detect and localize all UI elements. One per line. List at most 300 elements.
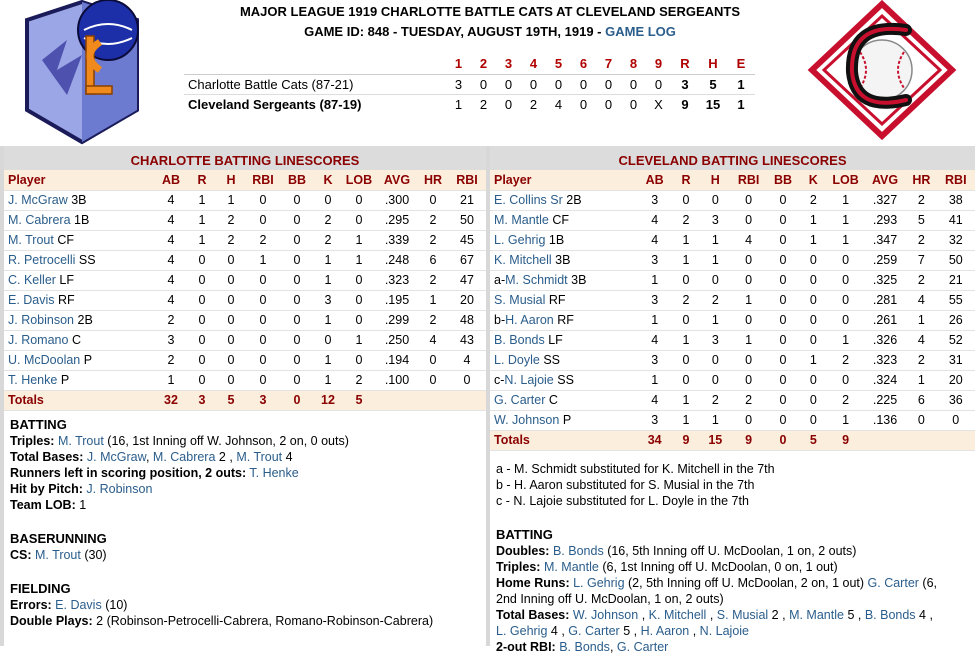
table-row	[4, 250, 486, 270]
player-link[interactable]: H. Aaron	[640, 623, 690, 638]
stat-cell: 2	[906, 350, 936, 370]
player-cell	[490, 330, 638, 350]
stat-cell: 2	[700, 290, 730, 310]
cleveland-notes	[490, 451, 975, 659]
stat-cell: 4	[638, 210, 672, 230]
stat-cell: 0	[280, 370, 314, 390]
column-header: H	[216, 170, 246, 190]
inning-score: 3	[446, 74, 471, 94]
player-link[interactable]: E. Collins Sr	[494, 193, 563, 207]
player-position: 1B	[548, 233, 565, 247]
player-position: RF	[58, 293, 75, 307]
inning-score: 0	[471, 74, 496, 94]
stat-cell: 0	[418, 370, 448, 390]
team-lob-value: 1	[79, 497, 87, 512]
double-plays-label: Double Plays:	[10, 613, 93, 628]
total-cell	[448, 390, 486, 410]
stat-cell: 1	[827, 190, 863, 210]
stat-cell: 0	[700, 370, 730, 390]
stat-cell: 0	[314, 190, 342, 210]
stat-cell: 0	[246, 290, 280, 310]
charlotte-panel	[4, 146, 486, 646]
stat-cell: 1	[314, 370, 342, 390]
table-row	[4, 230, 486, 250]
table-row	[4, 210, 486, 230]
player-link[interactable]: L. Gehrig	[494, 233, 546, 247]
substitution-note: a - M. Schmidt substituted for K. Mitchell in the 7th	[496, 461, 775, 476]
hits-total: 5	[699, 74, 727, 94]
triples-label: Triples:	[10, 433, 55, 448]
errors-total: 1	[727, 74, 755, 94]
player-cell	[4, 210, 154, 230]
table-row	[490, 190, 975, 210]
charlotte-batting-table	[4, 170, 486, 411]
spacer	[496, 509, 969, 525]
player-link[interactable]: J. McGraw	[86, 449, 146, 464]
player-link[interactable]: B. Bonds	[552, 543, 604, 558]
home-run-detail: (6,	[922, 575, 938, 590]
column-header: AVG	[864, 170, 906, 190]
stat-cell: 4	[418, 330, 448, 350]
stat-cell: 0	[767, 310, 799, 330]
stat-cell: 4	[154, 290, 188, 310]
tb-sep: 5 ,	[623, 623, 638, 638]
table-row	[490, 410, 975, 430]
player-link[interactable]: E. Davis	[8, 293, 55, 307]
player-cell	[490, 410, 638, 430]
stat-cell: 1	[730, 290, 766, 310]
doubles-label: Doubles:	[496, 543, 550, 558]
stat-cell: 0	[730, 410, 766, 430]
charlotte-section-title: CHARLOTTE BATTING LINESCORES	[4, 150, 486, 170]
total-cell	[937, 430, 975, 450]
stat-cell: 0	[188, 290, 216, 310]
column-header: H	[700, 170, 730, 190]
stat-cell: 1	[638, 370, 672, 390]
player-cell	[490, 210, 638, 230]
stat-cell: 26	[937, 310, 975, 330]
stat-cell: 0	[280, 290, 314, 310]
tb-sep: 2 ,	[218, 449, 233, 464]
player-link[interactable]: T. Henke	[249, 465, 299, 480]
tb-sep: 4 ,	[550, 623, 565, 638]
player-cell	[490, 310, 638, 330]
player-cell	[4, 330, 154, 350]
stat-cell: 0	[418, 350, 448, 370]
stat-cell: 1	[418, 290, 448, 310]
player-link[interactable]: M. Trout	[35, 547, 81, 562]
column-header: K	[314, 170, 342, 190]
game-linescore	[184, 54, 755, 114]
table-row	[490, 290, 975, 310]
player-position: SS	[543, 353, 561, 367]
column-header: R	[672, 170, 700, 190]
double-plays-detail: 2 (Robinson-Petrocelli-Cabrera, Romano-Robinson-Cabrera)	[96, 613, 434, 628]
stat-cell: 0	[767, 330, 799, 350]
player-link[interactable]: M. Mantle	[789, 607, 844, 622]
player-link[interactable]: M. Mantle	[494, 213, 549, 227]
player-link[interactable]: N. Lajoie	[504, 373, 554, 387]
hbp-line	[10, 481, 480, 497]
spacer	[10, 513, 480, 529]
stat-cell: .325	[864, 270, 906, 290]
inning-score: 0	[621, 74, 646, 94]
player-link[interactable]: W. Johnson	[494, 413, 560, 427]
stat-cell: 0	[730, 250, 766, 270]
stat-cell: 1	[700, 250, 730, 270]
stat-cell: 1	[638, 270, 672, 290]
stat-cell: 4	[638, 330, 672, 350]
player-link[interactable]: T. Henke	[8, 373, 58, 387]
stat-cell: 0	[672, 270, 700, 290]
stat-cell: 0	[827, 310, 863, 330]
baserunning-heading: BASERUNNING	[10, 530, 107, 546]
total-bases-line	[10, 449, 480, 465]
total-cell: 9	[827, 430, 863, 450]
stat-cell: 3	[700, 330, 730, 350]
player-link[interactable]: R. Petrocelli	[8, 253, 76, 267]
table-row	[490, 370, 975, 390]
table-header-row	[4, 170, 486, 190]
stat-cell: 0	[827, 270, 863, 290]
stat-cell: 0	[216, 310, 246, 330]
stat-cell: 50	[448, 210, 486, 230]
stat-cell: 4	[906, 330, 936, 350]
stat-cell: 1	[188, 190, 216, 210]
inning-score: 0	[579, 96, 588, 112]
tb-sep: ,	[709, 607, 714, 622]
player-link[interactable]: W. Johnson	[572, 607, 639, 622]
stat-cell: 0	[767, 250, 799, 270]
stat-cell: 2	[827, 350, 863, 370]
stat-cell: 1	[246, 250, 280, 270]
stat-cell: 2	[418, 210, 448, 230]
stat-cell: 1	[314, 350, 342, 370]
stat-cell: .281	[864, 290, 906, 310]
stat-cell: .300	[376, 190, 418, 210]
player-cell	[4, 350, 154, 370]
player-position: C	[71, 333, 81, 347]
risp-label: Runners left in scoring position, 2 outs:	[10, 465, 247, 480]
stat-cell: 0	[730, 310, 766, 330]
team-lob-line	[10, 497, 480, 513]
player-position: RF	[557, 313, 574, 327]
total-cell: 5	[342, 390, 376, 410]
cleveland-panel	[490, 146, 975, 654]
linescore-header-row	[184, 54, 755, 74]
stat-cell: 0	[799, 290, 827, 310]
tb-sep: ,	[692, 623, 697, 638]
stat-cell: 0	[216, 350, 246, 370]
charlotte-notes	[4, 411, 486, 633]
stat-cell: .327	[864, 190, 906, 210]
stat-cell: 0	[246, 370, 280, 390]
stat-cell: 1	[700, 310, 730, 330]
stat-cell: 48	[448, 310, 486, 330]
player-position: CF	[57, 233, 74, 247]
linescore-col: 4	[521, 54, 546, 74]
stat-cell: 1	[638, 310, 672, 330]
player-cell	[490, 230, 638, 250]
stat-cell: 1	[906, 310, 936, 330]
stat-cell: 2	[216, 230, 246, 250]
errors-detail: (10)	[105, 597, 128, 612]
linescore-row-cleveland	[184, 94, 755, 114]
cleveland-batting-table	[490, 170, 975, 451]
stat-cell: 21	[448, 190, 486, 210]
player-link[interactable]: M. Mantle	[543, 559, 599, 574]
game-header	[0, 0, 975, 146]
stat-cell: 0	[799, 410, 827, 430]
inning-score: 1	[454, 96, 463, 112]
player-link[interactable]: G. Carter	[568, 623, 620, 638]
player-link[interactable]: J. McGraw	[8, 193, 68, 207]
stat-cell: 0	[799, 250, 827, 270]
stat-cell: 55	[937, 290, 975, 310]
stat-cell: 1	[314, 270, 342, 290]
player-link[interactable]: M. Trout	[8, 233, 54, 247]
player-link[interactable]: B. Bonds	[864, 607, 916, 622]
stat-cell: 20	[937, 370, 975, 390]
stat-cell: 0	[280, 350, 314, 370]
stat-cell: 0	[767, 270, 799, 290]
errors-label: Errors:	[10, 597, 52, 612]
stat-cell: 1	[216, 190, 246, 210]
stat-cell: 0	[216, 270, 246, 290]
player-link[interactable]: H. Aaron	[505, 313, 554, 327]
stat-cell: 21	[937, 270, 975, 290]
linescore-team: Charlotte Battle Cats (87-21)	[184, 74, 446, 94]
stat-cell: 2	[154, 350, 188, 370]
runs-total: 3	[671, 74, 699, 94]
player-position: LF	[59, 273, 75, 287]
stat-cell: 2	[700, 390, 730, 410]
column-header: HR	[418, 170, 448, 190]
player-link[interactable]: L. Gehrig	[573, 575, 625, 590]
game-log-link[interactable]: GAME LOG	[605, 24, 676, 39]
player-link[interactable]: C. Keller	[8, 273, 56, 287]
stat-cell: 32	[937, 230, 975, 250]
player-link[interactable]: J. Robinson	[86, 481, 153, 496]
stat-cell: 3	[154, 330, 188, 350]
batting-heading: BATTING	[10, 416, 67, 432]
stat-cell: 0	[672, 190, 700, 210]
stat-cell: 1	[827, 410, 863, 430]
linescore-col: 3	[496, 54, 521, 74]
stat-cell: 0	[342, 310, 376, 330]
stat-cell: 0	[767, 210, 799, 230]
stat-cell: 0	[216, 330, 246, 350]
stat-cell: 1	[799, 210, 827, 230]
stat-cell: 1	[342, 250, 376, 270]
total-cell: 9	[730, 430, 766, 450]
column-header: Player	[490, 170, 638, 190]
column-header: RBI	[937, 170, 975, 190]
player-cell	[490, 290, 638, 310]
stat-cell: 52	[937, 330, 975, 350]
player-link[interactable]: E. Davis	[55, 597, 102, 612]
stat-cell: 1	[730, 330, 766, 350]
player-cell	[490, 390, 638, 410]
player-link[interactable]: G. Carter	[494, 393, 546, 407]
column-header: RBI	[246, 170, 280, 190]
total-cell: 0	[767, 430, 799, 450]
stat-cell: 1	[799, 350, 827, 370]
totals-label: Totals	[490, 430, 638, 450]
stat-cell: 0	[342, 270, 376, 290]
table-row	[490, 250, 975, 270]
stat-cell: .259	[864, 250, 906, 270]
linescore-col: 2	[471, 54, 496, 74]
stat-cell: 0	[216, 250, 246, 270]
total-cell: 12	[314, 390, 342, 410]
stat-cell: .250	[376, 330, 418, 350]
stat-cell: 0	[730, 370, 766, 390]
stat-cell: 4	[154, 230, 188, 250]
linescore-col: 5	[546, 54, 571, 74]
substitution-note: c - N. Lajoie substituted for L. Doyle in the 7th	[496, 493, 749, 508]
stat-cell: 0	[827, 370, 863, 390]
stat-cell: 0	[827, 290, 863, 310]
total-cell: 3	[246, 390, 280, 410]
player-cell	[490, 370, 638, 390]
player-link[interactable]: L. Doyle	[494, 353, 540, 367]
cleveland-sergeants-logo	[810, 2, 954, 138]
stat-cell: .347	[864, 230, 906, 250]
player-link[interactable]: M. Cabrera	[8, 213, 71, 227]
total-cell: 3	[188, 390, 216, 410]
stat-cell: 2	[906, 230, 936, 250]
stat-cell: 3	[700, 210, 730, 230]
inning-score: 0	[646, 74, 671, 94]
player-link[interactable]: K. Mitchell	[648, 607, 707, 622]
total-bases-line	[496, 607, 969, 639]
player-link[interactable]: S. Musial	[716, 607, 769, 622]
total-cell	[418, 390, 448, 410]
player-link[interactable]: U. McDoolan	[8, 353, 81, 367]
stat-cell: 0	[767, 290, 799, 310]
player-cell	[4, 310, 154, 330]
table-header-row	[490, 170, 975, 190]
stat-cell: 4	[154, 210, 188, 230]
charlotte-player-rows	[4, 190, 486, 390]
stat-cell: 0	[342, 350, 376, 370]
sub-prefix: b-	[494, 313, 506, 327]
player-link[interactable]: M. Trout	[57, 433, 104, 448]
stat-cell: 0	[767, 390, 799, 410]
stat-cell: 41	[937, 210, 975, 230]
column-header: AVG	[376, 170, 418, 190]
total-bases-list	[573, 608, 933, 622]
player-link[interactable]: M. Schmidt	[505, 273, 568, 287]
stat-cell: 4	[906, 290, 936, 310]
stat-cell: 3	[638, 410, 672, 430]
stat-cell: 2	[906, 190, 936, 210]
stat-cell: .339	[376, 230, 418, 250]
player-cell	[4, 290, 154, 310]
column-header: LOB	[827, 170, 863, 190]
stat-cell: 1	[342, 230, 376, 250]
player-link[interactable]: S. Musial	[494, 293, 546, 307]
player-link[interactable]: B. Bonds	[494, 333, 545, 347]
stat-cell: 0	[767, 350, 799, 370]
player-link[interactable]: M. Cabrera	[152, 449, 216, 464]
stat-cell: 1	[672, 330, 700, 350]
game-subtitle	[190, 24, 790, 39]
player-link[interactable]: G. Carter	[616, 639, 669, 654]
total-cell	[376, 390, 418, 410]
player-link[interactable]: L. Gehrig	[496, 623, 548, 638]
stat-cell: 0	[730, 270, 766, 290]
stat-cell: 0	[188, 250, 216, 270]
player-link[interactable]: G. Carter	[867, 575, 919, 590]
stat-cell: 3	[638, 190, 672, 210]
stat-cell: 1	[827, 210, 863, 230]
stat-cell: 0	[280, 230, 314, 250]
total-cell	[906, 430, 936, 450]
table-row	[4, 330, 486, 350]
linescore-team-header	[184, 54, 446, 74]
stat-cell: 0	[767, 370, 799, 390]
batting-heading: BATTING	[496, 526, 553, 542]
cs-line	[10, 547, 480, 563]
stat-cell: .323	[376, 270, 418, 290]
player-link[interactable]: N. Lajoie	[699, 623, 750, 638]
player-link[interactable]: K. Mitchell	[494, 253, 552, 267]
stat-cell: 3	[638, 250, 672, 270]
stat-cell: 2	[730, 390, 766, 410]
column-header: Player	[4, 170, 154, 190]
player-cell	[4, 370, 154, 390]
table-row	[490, 210, 975, 230]
inning-score: 0	[596, 74, 621, 94]
player-position: P	[60, 373, 70, 387]
stat-cell: 6	[906, 390, 936, 410]
player-link[interactable]: M. Trout	[236, 449, 283, 464]
stat-cell: 0	[799, 390, 827, 410]
linescore-col: 9	[646, 54, 671, 74]
stat-cell: 0	[188, 350, 216, 370]
player-link[interactable]: J. Romano	[8, 333, 69, 347]
stat-cell: .299	[376, 310, 418, 330]
stat-cell: 0	[246, 330, 280, 350]
stat-cell: 0	[700, 190, 730, 210]
stat-cell: 1	[154, 370, 188, 390]
player-link[interactable]: J. Robinson	[8, 313, 75, 327]
table-row	[490, 310, 975, 330]
stat-cell: .194	[376, 350, 418, 370]
stat-cell: 2	[418, 270, 448, 290]
stat-cell: 2	[418, 310, 448, 330]
stat-cell: 0	[188, 330, 216, 350]
player-position: LF	[548, 333, 563, 347]
stat-cell: 67	[448, 250, 486, 270]
stat-cell: .100	[376, 370, 418, 390]
column-header: BB	[767, 170, 799, 190]
player-position: 3B	[571, 273, 587, 287]
total-cell	[864, 430, 906, 450]
stat-cell: 2	[827, 390, 863, 410]
triples-label: Triples:	[496, 559, 541, 574]
stat-cell: .261	[864, 310, 906, 330]
table-row	[490, 330, 975, 350]
player-link[interactable]: B. Bonds	[559, 639, 610, 654]
tb-sep: 4 ,	[919, 607, 933, 622]
stat-cell: 0	[700, 270, 730, 290]
stat-cell: 0	[730, 210, 766, 230]
player-position: SS	[78, 253, 96, 267]
stat-cell: 1	[906, 370, 936, 390]
